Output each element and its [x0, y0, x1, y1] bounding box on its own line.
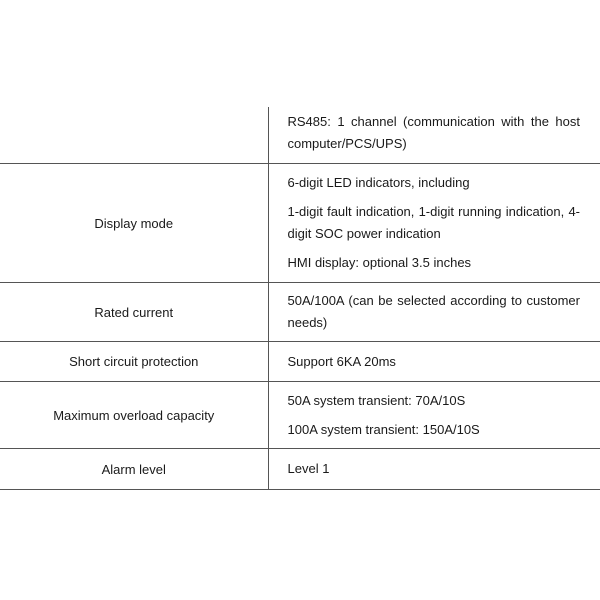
value-line: Support 6KA 20ms [287, 353, 396, 369]
row-value [268, 107, 600, 164]
value-line: RS485: 1 channel (communication with the host computer/PCS/UPS) [287, 114, 580, 151]
row-label: Maximum overload capacity [0, 382, 268, 449]
value-line: 6-digit LED indicators, including [287, 175, 470, 190]
spec-table [0, 107, 600, 490]
table-row-display-mode [0, 164, 600, 283]
row-value [268, 449, 600, 490]
row-value [268, 342, 600, 382]
row-label: Short circuit protection [0, 342, 268, 382]
row-label: Display mode [0, 164, 268, 283]
row-value [268, 283, 600, 342]
row-label: Rated current [0, 283, 268, 342]
value-line: 100A system transient: 150A/10S [287, 421, 480, 437]
value-line: 50A system transient: 70A/10S [287, 392, 466, 408]
table-row-short-circuit-protection [0, 342, 600, 382]
table-row-communication [0, 107, 600, 164]
table-row-alarm-level [0, 449, 600, 490]
value-line: 50A/100A (can be selected according to customer needs) [287, 293, 580, 330]
value-line: HMI display: optional 3.5 inches [287, 255, 472, 270]
row-value [268, 382, 600, 449]
table-row-maximum-overload-capacity [0, 382, 600, 449]
value-line: Level 1 [287, 461, 330, 476]
row-value [268, 164, 600, 283]
table-row-rated-current [0, 283, 600, 342]
value-line: 1-digit fault indication, 1-digit running indication, 4-digit SOC power indication [287, 204, 580, 241]
row-label [0, 107, 268, 164]
row-label: Alarm level [0, 449, 268, 490]
